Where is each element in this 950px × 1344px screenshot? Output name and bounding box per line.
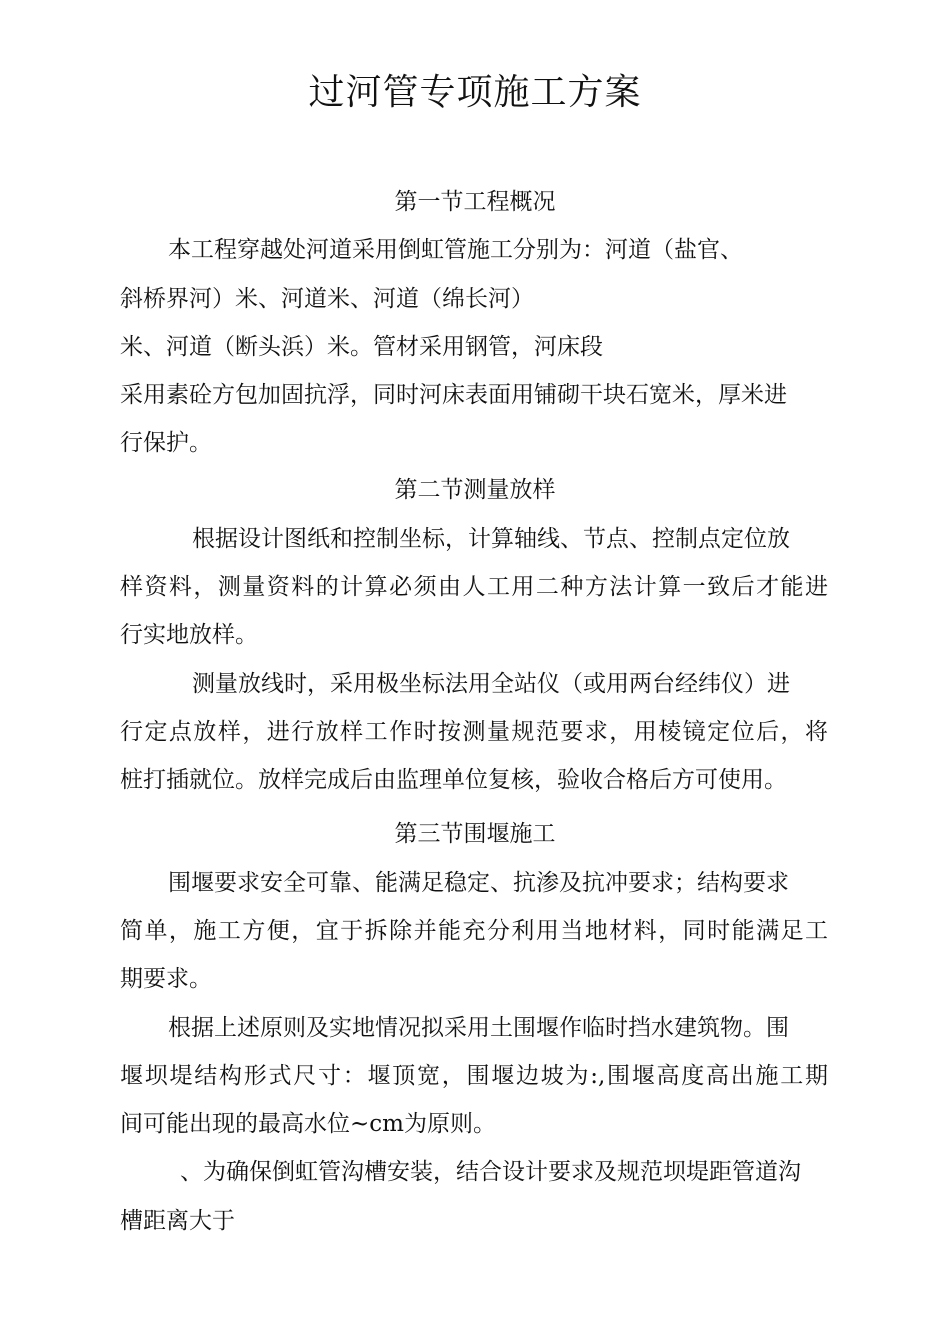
paragraph-line: 、为确保倒虹管沟槽安装，结合设计要求及规范坝堤距管道沟 (180, 1159, 801, 1185)
paragraph-line: 简单，施工方便，宜于拆除并能充分利用当地材料，同时能满足工 (120, 918, 828, 944)
paragraph-line: 根据上述原则及实地情况拟采用土围堰作临时挡水建筑物。围 (168, 1015, 789, 1041)
paragraph-line: 期要求。 (120, 966, 212, 992)
paragraph-line: 槽距离大于 (120, 1208, 235, 1234)
section-heading-2: 第二节测量放样 (394, 477, 556, 503)
section-heading-3: 第三节围堰施工 (394, 821, 556, 847)
paragraph-line: 桩打插就位。放样完成后由监理单位复核，验收合格后方可使用。 (120, 767, 787, 793)
paragraph-line: 行实地放样。 (120, 622, 258, 648)
paragraph-line: 堰坝堤结构形式尺寸：堰顶宽，围堰边坡为:,围堰高度高出施工期 (120, 1063, 828, 1089)
section-heading-1: 第一节工程概况 (394, 189, 556, 215)
paragraph-line: 行定点放样，进行放样工作时按测量规范要求，用棱镜定位后，将 (120, 719, 828, 745)
paragraph-line: 斜桥界河）米、河道米、河道（绵长河） (120, 286, 534, 312)
paragraph-line: 间可能出现的最高水位~cm为原则。 (120, 1111, 496, 1137)
paragraph-line: 样资料，测量资料的计算必须由人工用二种方法计算一致后才能进 (120, 574, 828, 600)
paragraph-line: 根据设计图纸和控制坐标，计算轴线、节点、控制点定位放 (192, 526, 790, 552)
paragraph-line: 测量放线时，采用极坐标法用全站仪（或用两台经纬仪）进 (192, 671, 790, 697)
document-title: 过河管专项施工方案 (308, 72, 642, 113)
paragraph-line: 本工程穿越处河道采用倒虹管施工分别为：河道（盐官、 (168, 237, 743, 263)
paragraph-line: 围堰要求安全可靠、能满足稳定、抗渗及抗冲要求；结构要求 (168, 870, 789, 896)
paragraph-line: 采用素砼方包加固抗浮，同时河床表面用铺砌干块石宽米，厚米进 (120, 382, 787, 408)
paragraph-line: 行保护。 (120, 430, 212, 456)
paragraph-line: 米、河道（断头浜）米。管材采用钢管，河床段 (120, 334, 603, 360)
